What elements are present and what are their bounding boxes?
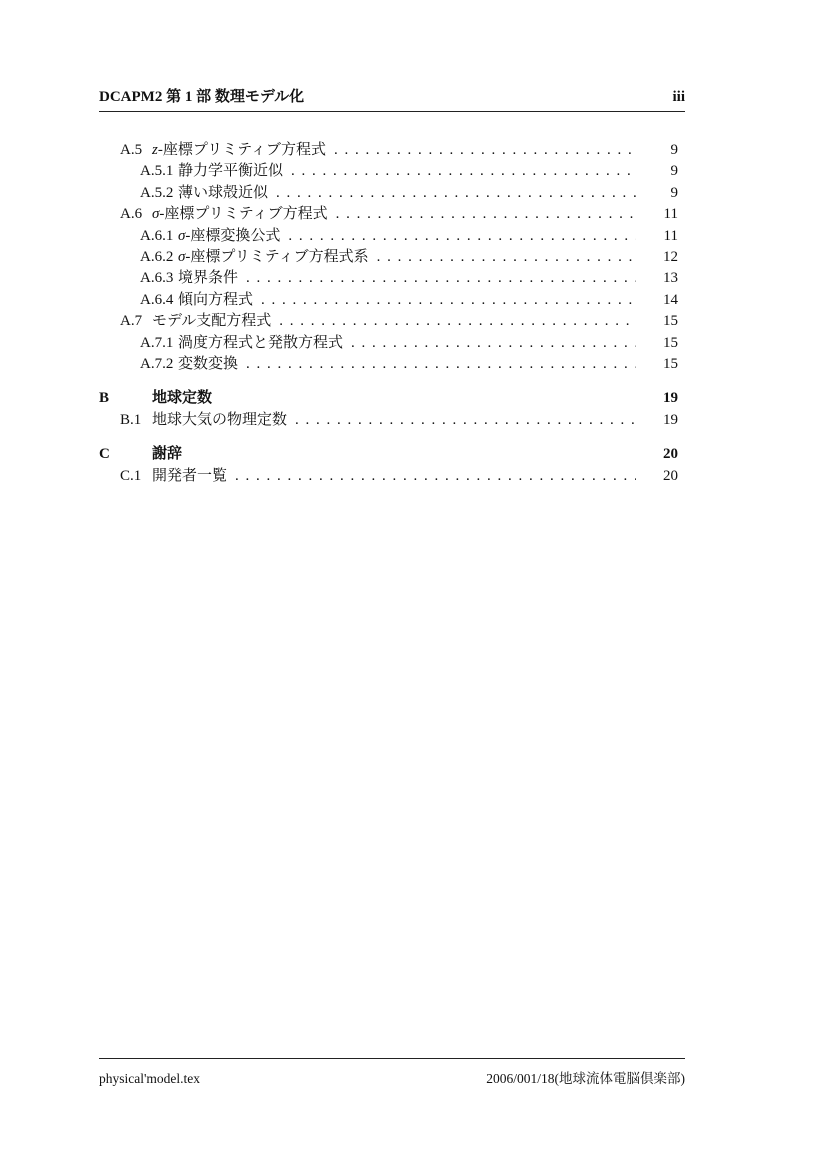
toc-entry-title (178, 333, 343, 354)
dot-leader (288, 226, 636, 247)
toc-entry-math: σ- (152, 206, 165, 223)
toc-entry-page: 20 (663, 467, 678, 484)
toc-entry (99, 247, 685, 268)
toc-entry-text: 座標プリミティブ方程式系 (190, 249, 369, 266)
toc-entry-title (178, 290, 253, 311)
toc-entry-text: 傾向方程式 (178, 291, 254, 308)
toc-entry (99, 140, 685, 161)
toc-entry-title (152, 140, 326, 161)
toc-entry-number: A.6.4 (140, 291, 174, 308)
toc-entry (99, 183, 685, 204)
dot-leader (261, 290, 636, 311)
toc-entry-page: 12 (663, 249, 678, 266)
toc-entry-number: A.6.2 (140, 249, 174, 266)
toc-entry (99, 444, 685, 465)
header-page-number: iii (672, 89, 685, 105)
toc-entry (99, 388, 685, 409)
toc-entry-text: 開発者一覧 (152, 467, 228, 484)
toc-entry (99, 311, 685, 332)
toc-entry-title (178, 247, 369, 268)
toc-entry-page: 15 (663, 334, 678, 351)
toc-entry (99, 290, 685, 311)
toc-entry-text: 薄い球殻近似 (178, 184, 269, 201)
page-header (99, 89, 685, 112)
toc-entry-page: 14 (663, 291, 678, 308)
toc-entry (99, 354, 685, 375)
dot-leader (295, 410, 636, 431)
toc-entry-text: 静力学平衡近似 (178, 163, 284, 180)
toc-entry-text: 謝辞 (152, 446, 183, 463)
toc-entry-number: A.6.3 (140, 270, 174, 287)
toc-entry-page: 9 (670, 163, 678, 180)
toc-entry-text: 渦度方程式と発散方程式 (178, 334, 344, 351)
dot-leader (279, 311, 636, 332)
toc-entry-text: 座標変換公式 (190, 227, 281, 244)
dot-leader (235, 466, 636, 487)
toc-entry-page: 19 (663, 390, 678, 407)
page-footer (99, 1058, 685, 1087)
toc-entry-number: A.7.2 (140, 356, 174, 373)
toc-entry-text: 変数変換 (178, 356, 239, 373)
toc-entry-math: σ- (178, 249, 191, 266)
toc-entry-number: C (99, 446, 110, 463)
dot-leader (276, 183, 636, 204)
toc-entry-text: 地球大気の物理定数 (152, 411, 288, 428)
toc-entry-page: 20 (663, 446, 678, 463)
toc-entry-number: A.7 (120, 313, 143, 330)
dot-leader (246, 268, 636, 289)
toc-entry (99, 268, 685, 289)
toc-entry-text: 地球定数 (152, 390, 213, 407)
toc-entry (99, 161, 685, 182)
toc-entry (99, 226, 685, 247)
toc-entry-title (152, 410, 287, 431)
dot-leader (336, 204, 636, 225)
toc-entry-title (178, 161, 283, 182)
toc-entry-title (152, 311, 271, 332)
toc-entry-text: 座標プリミティブ方程式 (164, 206, 328, 223)
table-of-contents (99, 140, 685, 487)
dot-leader (351, 333, 636, 354)
toc-entry-title (178, 268, 238, 289)
toc-entry-math: z- (152, 142, 163, 158)
toc-entry-page: 9 (670, 184, 678, 201)
toc-entry-number: B (99, 390, 110, 407)
toc-entry-number: A.5.1 (140, 163, 174, 180)
toc-entry-page: 11 (663, 227, 678, 244)
toc-entry-page: 9 (670, 142, 678, 158)
dot-leader (334, 140, 636, 161)
toc-entry-page: 13 (663, 270, 678, 287)
dot-leader (291, 161, 636, 182)
dot-leader (246, 354, 636, 375)
toc-entry-title (178, 226, 280, 247)
toc-entry-number: A.5 (120, 142, 143, 158)
toc-entry-number: B.1 (120, 411, 142, 428)
footer-filename: physical'model.tex (99, 1071, 201, 1086)
toc-entry-page: 15 (663, 313, 678, 330)
header-title: DCAPM2 第 1 部 数理モデル化 (99, 89, 305, 105)
toc-entry-number: A.6.1 (140, 227, 174, 244)
toc-entry-number: A.7.1 (140, 334, 174, 351)
toc-entry-page: 19 (663, 411, 678, 428)
toc-entry-page: 11 (663, 206, 678, 223)
toc-entry-title (178, 354, 238, 375)
toc-entry-title (178, 183, 268, 204)
toc-entry-number: A.5.2 (140, 184, 174, 201)
toc-entry (99, 410, 685, 431)
toc-entry-title (152, 444, 182, 465)
toc-entry-number: A.6 (120, 206, 143, 223)
footer-date: 2006/001/18(地球流体電脳倶楽部) (486, 1071, 685, 1086)
toc-entry (99, 466, 685, 487)
dot-leader (377, 247, 636, 268)
toc-entry-title (152, 466, 227, 487)
toc-entry (99, 204, 685, 225)
toc-entry-page: 15 (663, 356, 678, 373)
toc-entry-text: 境界条件 (178, 270, 239, 287)
toc-entry-title (152, 204, 328, 225)
toc-entry-number: C.1 (120, 467, 142, 484)
toc-entry-text: 座標プリミティブ方程式 (162, 142, 327, 158)
toc-entry-math: σ- (178, 227, 191, 244)
toc-entry (99, 333, 685, 354)
toc-entry-text: モデル支配方程式 (152, 313, 272, 330)
toc-entry-title (152, 388, 212, 409)
